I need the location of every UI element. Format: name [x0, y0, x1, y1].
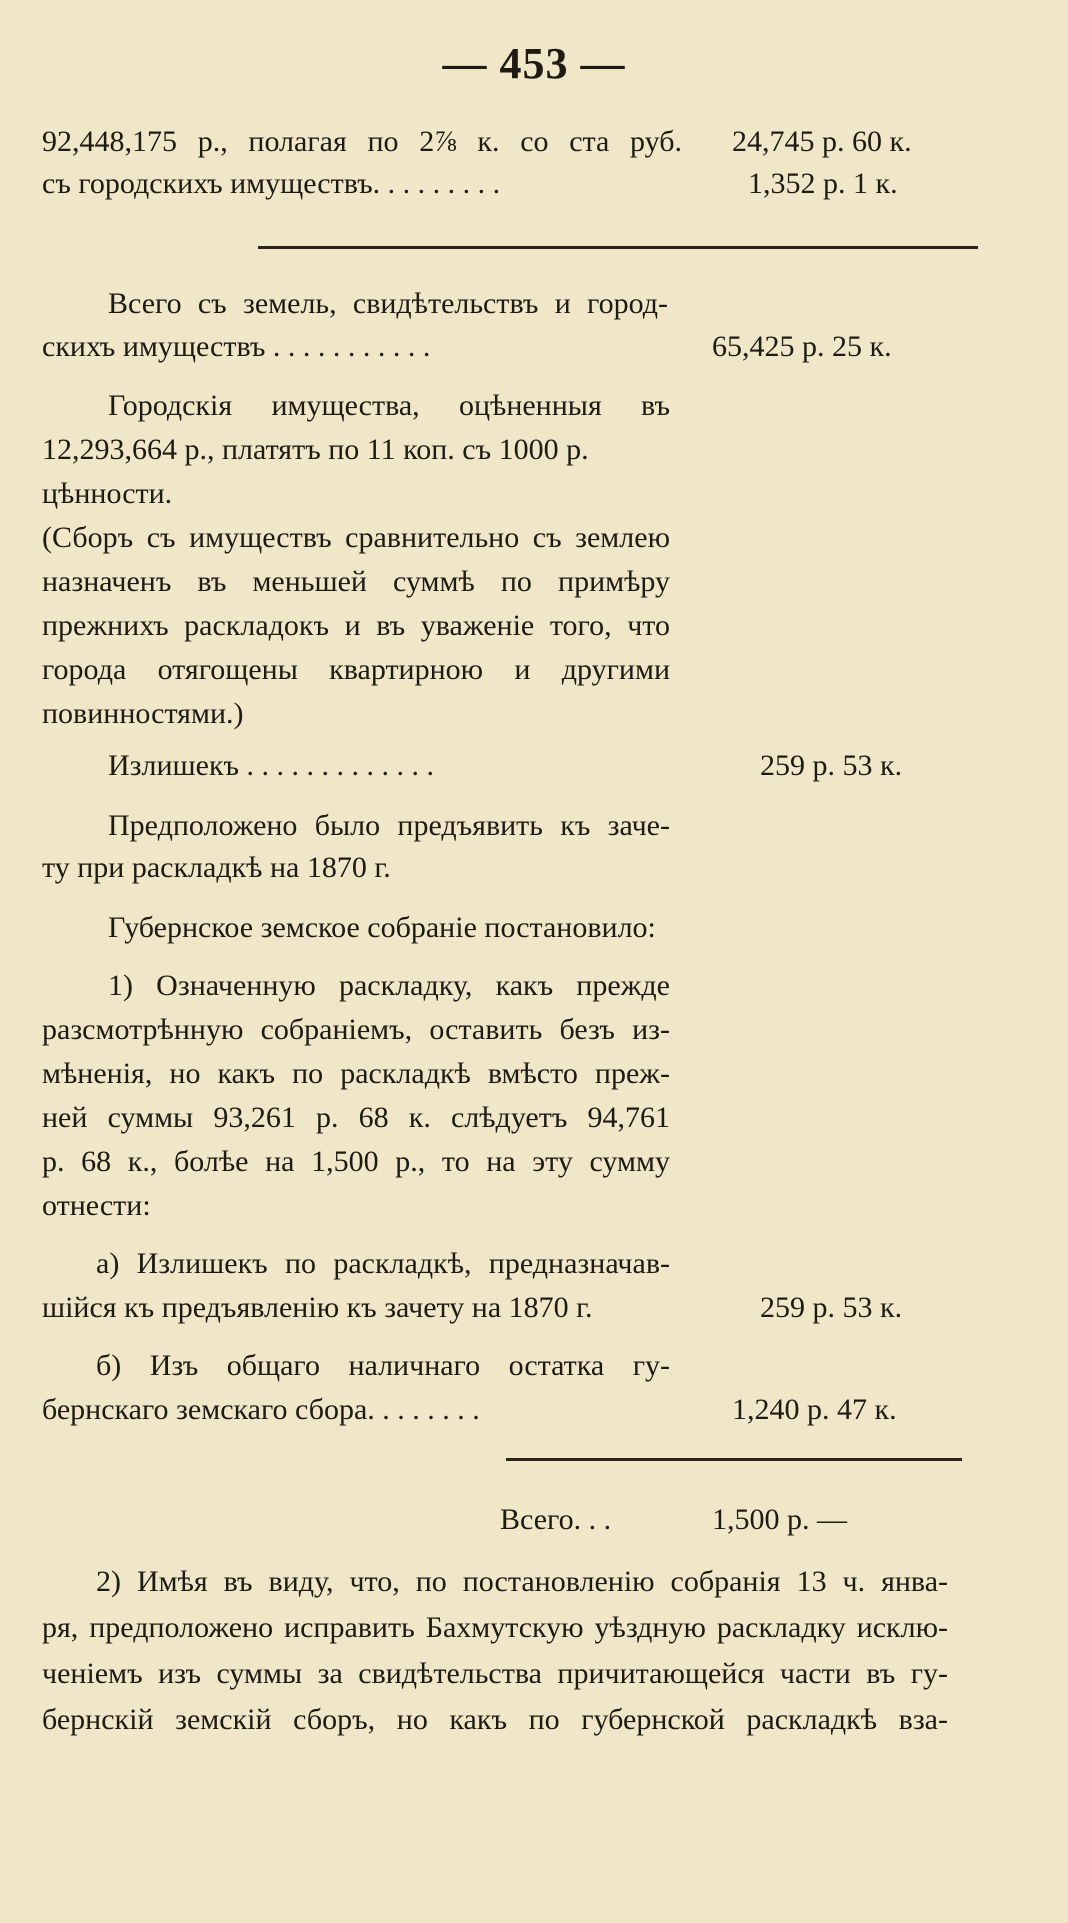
assembly-line: Губернское земское собраніе постановило:: [108, 911, 656, 944]
page-number: — 453 —: [442, 39, 626, 88]
item1-line-4: ней суммы 93,261 р. 68 к. слѣдуетъ 94,761: [42, 1101, 670, 1134]
city-property-line: съ городскихъ имуществъ. . . . . . . . .: [42, 167, 501, 200]
item1-line-1: 1) Означенную раскладку, какъ прежде: [108, 969, 670, 1002]
note-line-2: назначенъ въ меньшей суммѣ по примѣру: [42, 565, 670, 598]
proposal-line-1: Предположено было предъявить къ заче-: [108, 809, 670, 842]
sum-label: Всего. . .: [500, 1503, 612, 1536]
sum-amount: 1,500 р. —: [712, 1503, 847, 1536]
note-line-5: повинностями.): [42, 697, 244, 730]
item-b-line-1: б) Изъ общаго наличнаго остатка гу-: [96, 1349, 670, 1382]
item2-line-4: бернскій земскій сборъ, но какъ по губернской раскладкѣ вза-: [42, 1703, 948, 1736]
surplus-amount: 259 р. 53 к.: [760, 749, 903, 782]
item-b-amount: 1,240 р. 47 к.: [732, 1393, 897, 1426]
item1-line-3: мѣненія, но какъ по раскладкѣ вмѣсто преж-: [42, 1057, 670, 1090]
item2-line-1: 2) Имѣя въ виду, что, по постановленію собранія 13 ч. янва-: [96, 1565, 948, 1598]
item-b-line-2: бернскаго земскаго сбора. . . . . . . .: [42, 1393, 480, 1426]
item-a-line-1: а) Излишекъ по раскладкѣ, предназначав-: [96, 1247, 670, 1280]
city-property-amount: 1,352 р. 1 к.: [748, 167, 898, 200]
note-line-3: прежнихъ раскладокъ и въ уваженіе того, что: [42, 609, 670, 642]
item-a-amount: 259 р. 53 к.: [760, 1291, 903, 1324]
note-line-4: города отягощены квартирною и другими: [42, 653, 670, 686]
item2-line-2: ря, предположено исправить Бахмутскую уѣздную раскладку исклю-: [42, 1611, 948, 1644]
tax-rate-line: 92,448,175 р., полагая по 2⅞ к. со ста руб.: [42, 125, 682, 158]
city-property-text-1: Городскія имущества, оцѣненныя въ: [108, 389, 670, 422]
total-line-1: Всего съ земель, свидѣтельствъ и город-: [108, 287, 668, 320]
item1-line-6: отнести:: [42, 1189, 151, 1222]
item-a-line-2: шійся къ предъявленію къ зачету на 1870 г.: [42, 1291, 593, 1324]
divider-rule-top: [258, 246, 978, 249]
item1-line-2: разсмотрѣнную собраніемъ, оставить безъ из-: [42, 1013, 670, 1046]
city-property-text-3: цѣнности.: [42, 477, 173, 510]
tax-rate-amount: 24,745 р. 60 к.: [732, 125, 912, 158]
item1-line-5: р. 68 к., болѣе на 1,500 р., то на эту сумму: [42, 1145, 670, 1178]
surplus-label: Излишекъ . . . . . . . . . . . . .: [108, 749, 435, 782]
proposal-line-2: ту при раскладкѣ на 1870 г.: [42, 851, 391, 884]
total-line-2: скихъ имуществъ . . . . . . . . . . .: [42, 330, 431, 363]
divider-rule-bottom: [506, 1458, 962, 1461]
total-amount: 65,425 р. 25 к.: [712, 330, 892, 363]
note-line-1: (Сборъ съ имуществъ сравнительно съ землею: [42, 521, 670, 554]
city-property-text-2: 12,293,664 р., платятъ по 11 коп. съ 1000 р.: [42, 433, 589, 466]
item2-line-3: ченіемъ изъ суммы за свидѣтельства причитающейся части въ гу-: [42, 1657, 948, 1690]
